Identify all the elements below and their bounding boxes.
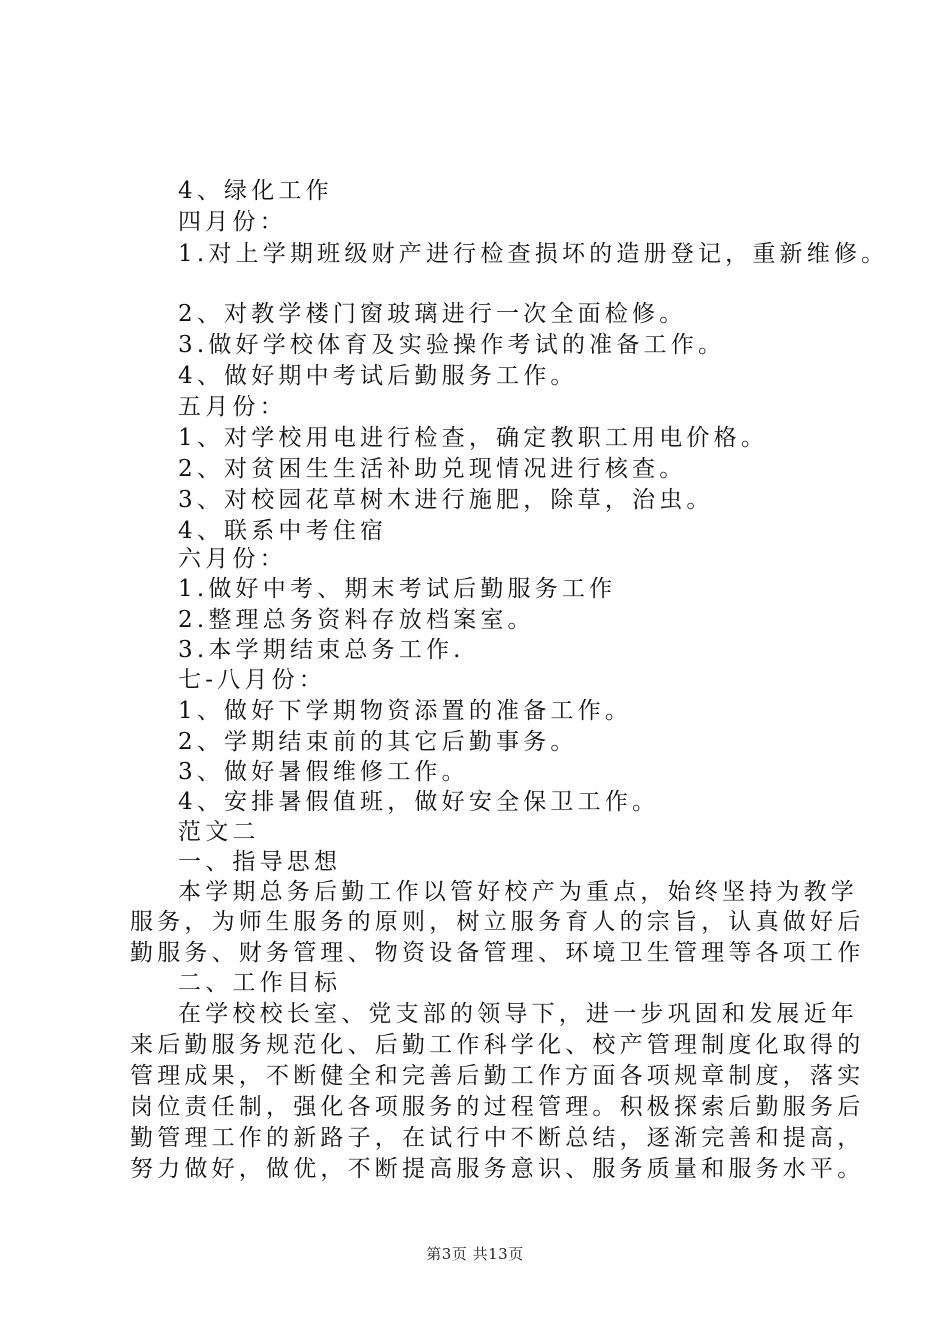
text-line: 2.整理总务资料存放档案室。 — [178, 607, 535, 633]
paragraph-line: 岗位责任制，强化各项服务的过程管理。积极探索后勤服务后 — [130, 1094, 865, 1120]
text-line: 3.本学期结束总务工作. — [178, 637, 465, 663]
text-line: 3.做好学校体育及实验操作考试的准备工作。 — [178, 332, 726, 358]
section-heading: 七-八月份： — [178, 667, 326, 693]
section-heading: 六月份： — [178, 546, 287, 572]
section-heading: 一、指导思想 — [178, 849, 342, 875]
text-line: 2、对贫困生生活补助兑现情况进行核查。 — [178, 456, 687, 482]
text-line: 2、对教学楼门窗玻璃进行一次全面检修。 — [178, 301, 687, 327]
text-line: 1.做好中考、期末考试后勤服务工作 — [178, 576, 617, 602]
paragraph-line: 本学期总务后勤工作以管好校产为重点，始终坚持为教学 — [178, 879, 858, 905]
paragraph-line: 勤管理工作的新路子，在试行中不断总结，逐渐完善和提高， — [130, 1125, 865, 1151]
section-heading: 二、工作目标 — [178, 970, 342, 996]
section-heading: 五月份： — [178, 394, 287, 420]
paragraph-line: 管理成果，不断健全和完善后勤工作方面各项规章制度，落实 — [130, 1063, 865, 1089]
text-line: 3、做好暑假维修工作。 — [178, 759, 469, 785]
section-heading: 四月份： — [178, 209, 287, 235]
text-line: 4、联系中考住宿 — [178, 518, 388, 544]
text-line: 1.对上学期班级财产进行检查损坏的造册登记，重新维修。 — [178, 241, 889, 267]
text-line: 1、对学校用电进行检查，确定教职工用电价格。 — [178, 425, 769, 451]
paragraph-line: 努力做好，做优，不断提高服务意识、服务质量和服务水平。 — [130, 1156, 865, 1182]
paragraph-line: 在学校校长室、党支部的领导下，进一步巩固和发展近年 — [178, 1001, 858, 1027]
page-number: 第3页 共13页 — [426, 1245, 524, 1263]
paragraph-line: 来后勤服务规范化、后勤工作科学化、校产管理制度化取得的 — [130, 1032, 865, 1058]
paragraph-line: 勤服务、财务管理、物资设备管理、环境卫生管理等各项工作 — [130, 940, 865, 966]
text-line: 4、绿化工作 — [178, 178, 333, 204]
text-line: 4、安排暑假值班，做好安全保卫工作。 — [178, 789, 660, 815]
section-heading: 范文二 — [178, 819, 260, 845]
text-line: 1、做好下学期物资添置的准备工作。 — [178, 698, 633, 724]
text-line: 3、对校园花草树木进行施肥，除草，治虫。 — [178, 487, 714, 513]
text-line: 2、学期结束前的其它后勤事务。 — [178, 729, 578, 755]
paragraph-line: 服务，为师生服务的原则，树立服务育人的宗旨，认真做好后 — [130, 909, 865, 935]
text-line: 4、做好期中考试后勤服务工作。 — [178, 363, 578, 389]
